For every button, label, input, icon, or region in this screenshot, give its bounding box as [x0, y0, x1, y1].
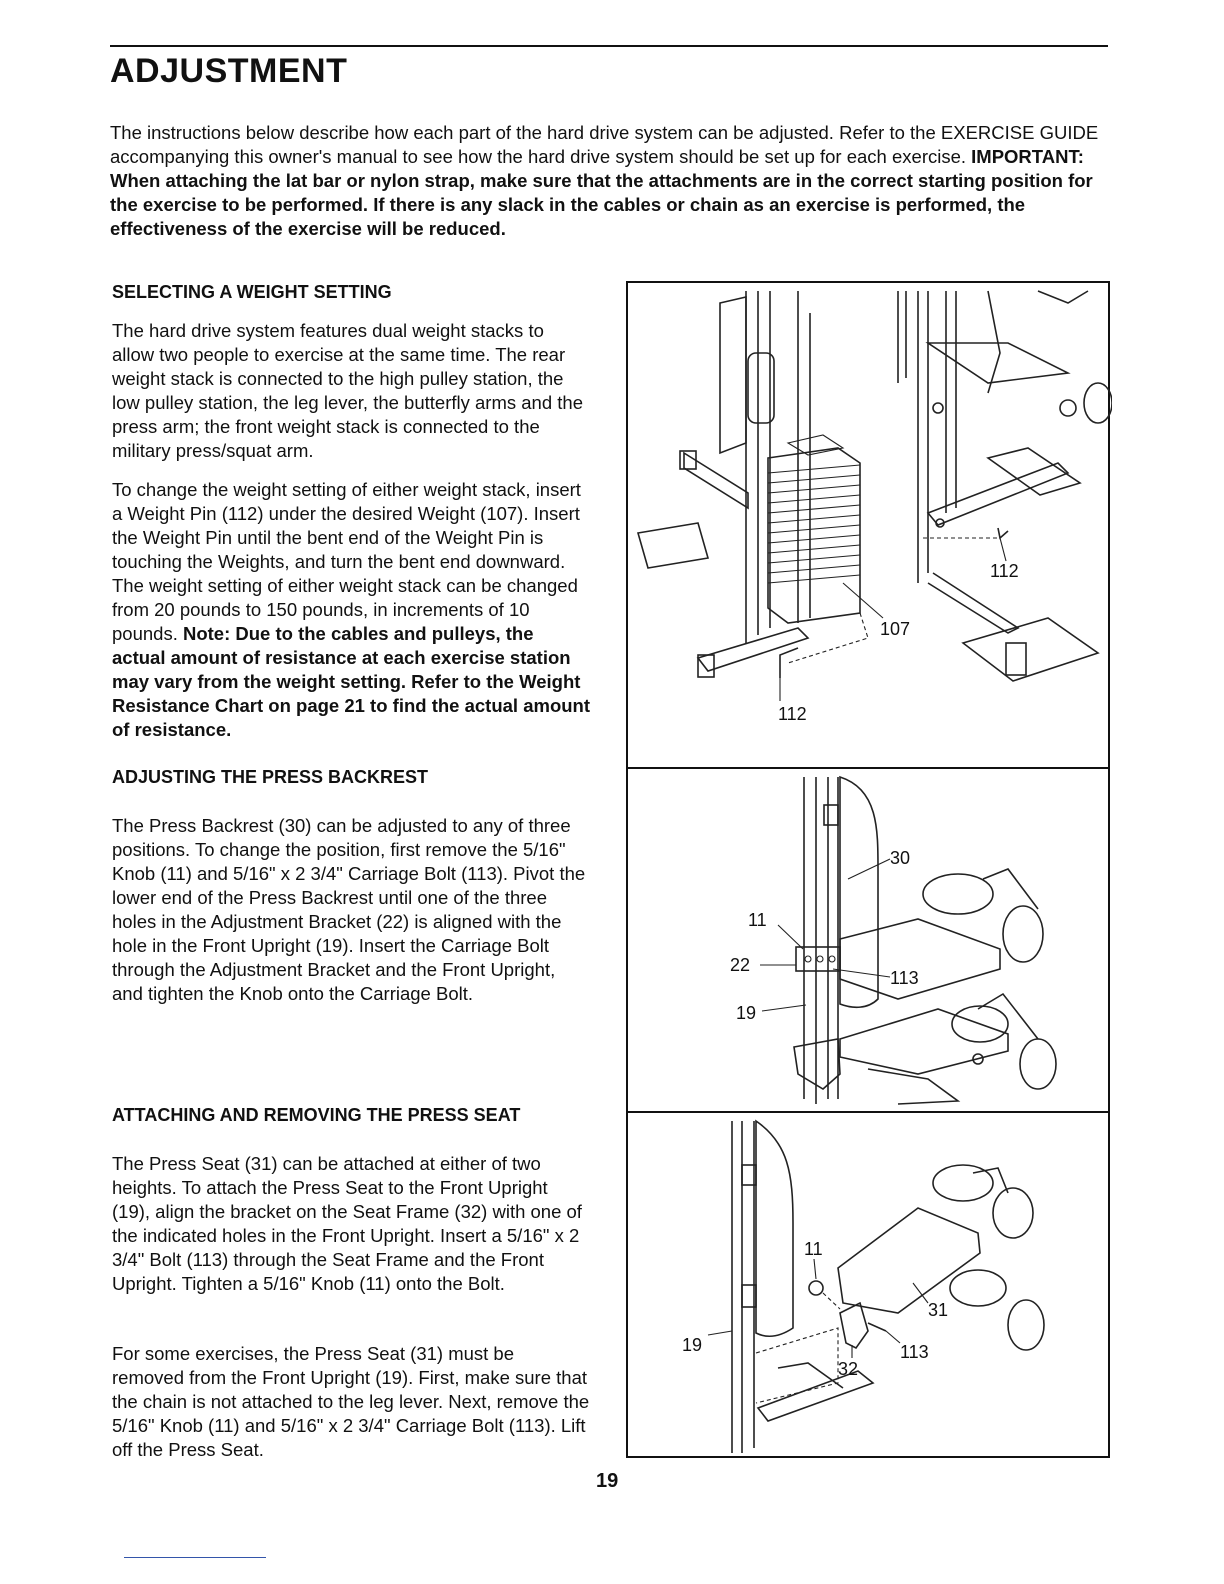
seat-paragraph-2: For some exercises, the Press Seat (31) must be removed from the Front Upright (19). First, make sure that the chain is not attached to the leg lever. Next, remove the 5/16" Knob (11) and 5/16" x 2 3/4" Carriage Bolt (113). Lift off the Press Seat. [112, 1343, 590, 1460]
label-seat-frame: 32 [838, 1359, 859, 1379]
label-bolt: 113 [900, 1342, 929, 1362]
label-weight-pin-upper: 112 [990, 561, 1019, 581]
figure-weight-stack [626, 281, 1110, 769]
heading-selecting-weight: SELECTING A WEIGHT SETTING [112, 282, 392, 302]
top-rule [110, 45, 1108, 47]
figure-press-backrest [626, 767, 1110, 1113]
label-front-upright: 19 [682, 1335, 703, 1355]
press-seat-illustration [628, 1113, 1112, 1460]
figure-press-seat [626, 1111, 1110, 1458]
intro-important: IMPORTANT: When attaching the lat bar or nylon strap, make sure that the attachments are in the correct starting position for the exercise to be performed. If there is any slack in the cables or chain as an exercise is performed, the effectiveness of the exercise will be reduced. [110, 146, 1093, 239]
label-carriage-bolt: 113 [890, 968, 919, 988]
label-knob: 11 [804, 1239, 823, 1259]
backrest-paragraph: The Press Backrest (30) can be adjusted to any of three positions. To change the position, first remove the 5/16" Knob (11) and 5/16" x 2 3/4" Carriage Bolt (113). Pivot the lower end of the Press Backrest until one of the three holes in the Adjustment Bracket (22) is aligned with the hole in the Front Upright (19). Insert the Carriage Bolt through the Adjustment Bracket and the Front Upright, and tighten the Knob onto the Carriage Bolt. [112, 815, 586, 1004]
weight-stack-illustration [628, 283, 1112, 771]
page-title: ADJUSTMENT [110, 52, 348, 90]
label-weight-pin-lower: 112 [778, 704, 807, 724]
label-weight: 107 [880, 619, 911, 639]
heading-press-seat: ATTACHING AND REMOVING THE PRESS SEAT [112, 1105, 521, 1125]
label-press-seat: 31 [928, 1300, 949, 1320]
label-knob: 11 [748, 910, 767, 930]
intro-paragraph [110, 121, 1110, 241]
press-backrest-illustration [628, 769, 1112, 1115]
intro-text: The instructions below describe how each part of the hard drive system can be adjusted. Refer to the EXERCISE GUIDE accompanying this owner's manual to see how the hard drive system should be set up for each exercise. [110, 122, 1099, 167]
page-number: 19 [596, 1470, 619, 1492]
weight-paragraph-1: The hard drive system features dual weight stacks to allow two people to exercise at the same time. The rear weight stack is connected to the high pulley station, the low pulley station, the leg lever, the butterfly arms and the press arm; the front weight stack is connected to the military press/squat arm. [112, 320, 583, 461]
weight-paragraph-2-text: To change the weight setting of either weight stack, insert a Weight Pin (112) under the desired Weight (107). Insert the Weight Pin until the bent end of the Weight Pin is touching the Weights, and turn the bent end downward. The weight setting of either weight stack can be changed from 20 pounds to 150 pounds, in increments of 10 pounds. [112, 479, 581, 644]
heading-press-backrest: ADJUSTING THE PRESS BACKREST [112, 767, 429, 787]
label-adjustment-bracket: 22 [730, 955, 751, 975]
seat-paragraph-1: The Press Seat (31) can be attached at either of two heights. To attach the Press Seat to the Front Upright (19), align the bracket on the Seat Frame (32) with one of the indicated holes in the Front Upright. Insert a 5/16" x 2 3/4" Bolt (113) through the Seat Frame and the Front Upright. Tighten a 5/16" Knob (11) onto the Bolt. [112, 1153, 582, 1294]
bottom-rule [124, 1557, 266, 1558]
label-front-upright: 19 [736, 1003, 757, 1023]
weight-paragraph-2 [112, 478, 590, 742]
label-press-backrest: 30 [890, 848, 911, 868]
weight-note: Note: Due to the cables and pulleys, the actual amount of resistance at each exercise station may vary from the weight setting. Refer to the Weight Resistance Chart on page 21 to find the actual amount of resistance. [112, 623, 591, 740]
